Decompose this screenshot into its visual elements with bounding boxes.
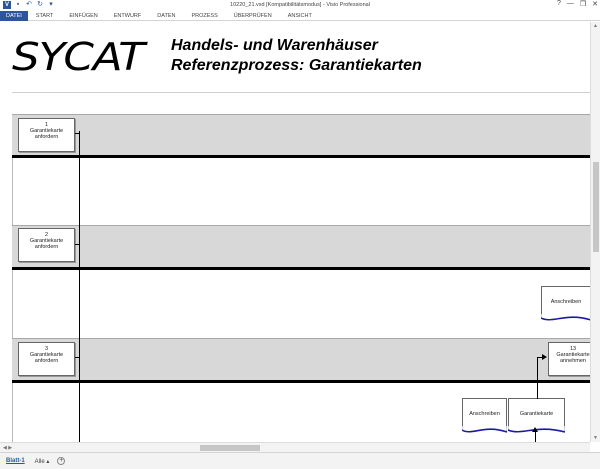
tab-prozess[interactable]: PROZESS — [191, 12, 218, 19]
sheet-tab-bar — [0, 452, 600, 469]
tab-ueberpruefen[interactable]: ÜBERPRÜFEN — [233, 12, 272, 19]
arrow-right-icon — [542, 354, 547, 360]
tab-ansicht[interactable]: ANSICHT — [287, 12, 312, 19]
visio-app-icon: V — [4, 2, 9, 8]
title-bar — [0, 0, 600, 11]
add-sheet-icon[interactable]: + — [59, 457, 64, 464]
document-wave — [462, 426, 507, 434]
process-label: Garantiekarte anfordern — [29, 238, 64, 250]
document-label: Garantiekarte — [519, 411, 554, 417]
process-number: 3 — [44, 346, 49, 352]
flow-connector[interactable] — [537, 357, 538, 399]
horizontal-scroll-thumb[interactable] — [200, 445, 260, 451]
tab-entwurf[interactable]: ENTWURF — [113, 12, 142, 19]
swimlane-2-bottom-line — [12, 267, 590, 270]
vertical-scroll-thumb[interactable] — [593, 162, 599, 252]
process-box[interactable] — [18, 228, 75, 262]
process-label: Garantiekarte anfordern — [29, 352, 64, 364]
close-button[interactable]: ✕ — [592, 1, 598, 8]
document-label: Anschreiben — [469, 411, 500, 417]
process-box[interactable] — [18, 342, 75, 376]
undo-icon[interactable]: ↶ — [26, 1, 32, 8]
document-label: Anschreiben — [550, 299, 582, 305]
flow-connector[interactable] — [75, 357, 79, 358]
tab-start[interactable]: START — [35, 12, 54, 19]
ribbon-tabs — [0, 11, 600, 21]
tab-einfuegen[interactable]: EINFÜGEN — [69, 12, 98, 19]
flow-connector-vertical[interactable] — [79, 131, 80, 442]
flow-connector[interactable] — [535, 432, 536, 442]
window-controls — [557, 0, 598, 8]
flow-connector[interactable] — [75, 133, 79, 134]
title-line-1: Handels- und Warenhäuser — [171, 37, 378, 54]
minimize-button[interactable]: — — [566, 0, 574, 7]
swimlane-1 — [12, 114, 590, 157]
document-shape[interactable] — [541, 286, 590, 316]
restore-button[interactable]: ❐ — [579, 1, 587, 8]
process-box[interactable] — [18, 118, 75, 152]
tab-daten[interactable]: DATEN — [157, 12, 176, 19]
horizontal-scrollbar[interactable] — [80, 442, 590, 452]
document-shape[interactable] — [462, 398, 507, 428]
flow-connector[interactable] — [75, 244, 79, 245]
scroll-down-icon[interactable]: ▼ — [593, 435, 598, 441]
swimlane-1-bottom-line — [12, 155, 590, 158]
tab-datei[interactable]: DATEI — [0, 11, 28, 21]
swimlane-2 — [12, 225, 590, 268]
swimlane-3-bottom-line — [12, 380, 590, 383]
customize-qat-icon[interactable]: ▾ — [49, 1, 53, 8]
process-number: 13 — [569, 346, 577, 352]
help-button[interactable]: ? — [556, 0, 561, 7]
process-label: Garantiekarte anfordern — [29, 128, 64, 140]
vertical-scrollbar[interactable] — [590, 22, 600, 442]
title-line-2: Referenzprozess: Garantiekarten — [171, 57, 422, 74]
all-sheets-button[interactable]: Alle ▴ — [34, 458, 50, 465]
lane-left-border — [12, 114, 13, 442]
header-divider — [12, 92, 590, 93]
scroll-up-icon[interactable]: ▲ — [593, 23, 598, 29]
sycat-logo: SYCAT — [12, 35, 144, 79]
sheet-tab-blatt-1[interactable]: Blatt-1 — [6, 458, 25, 464]
process-label: Garantiekarte annehmen — [556, 352, 590, 364]
document-shape[interactable] — [508, 398, 565, 428]
process-number: 2 — [44, 232, 49, 238]
save-icon[interactable]: ▪ — [16, 1, 20, 8]
page-nav-arrows[interactable]: ◀ ▶ — [0, 442, 80, 452]
process-box[interactable] — [548, 342, 590, 376]
drawing-canvas[interactable] — [0, 22, 590, 442]
redo-icon[interactable]: ↻ — [37, 1, 43, 8]
process-number: 1 — [44, 122, 49, 128]
document-wave — [541, 314, 590, 322]
window-title: 10220_21.vsd [Kompatibilitätsmodus] - Visio Professional — [230, 2, 370, 8]
page-title — [171, 36, 422, 76]
swimlane-3 — [12, 338, 590, 381]
